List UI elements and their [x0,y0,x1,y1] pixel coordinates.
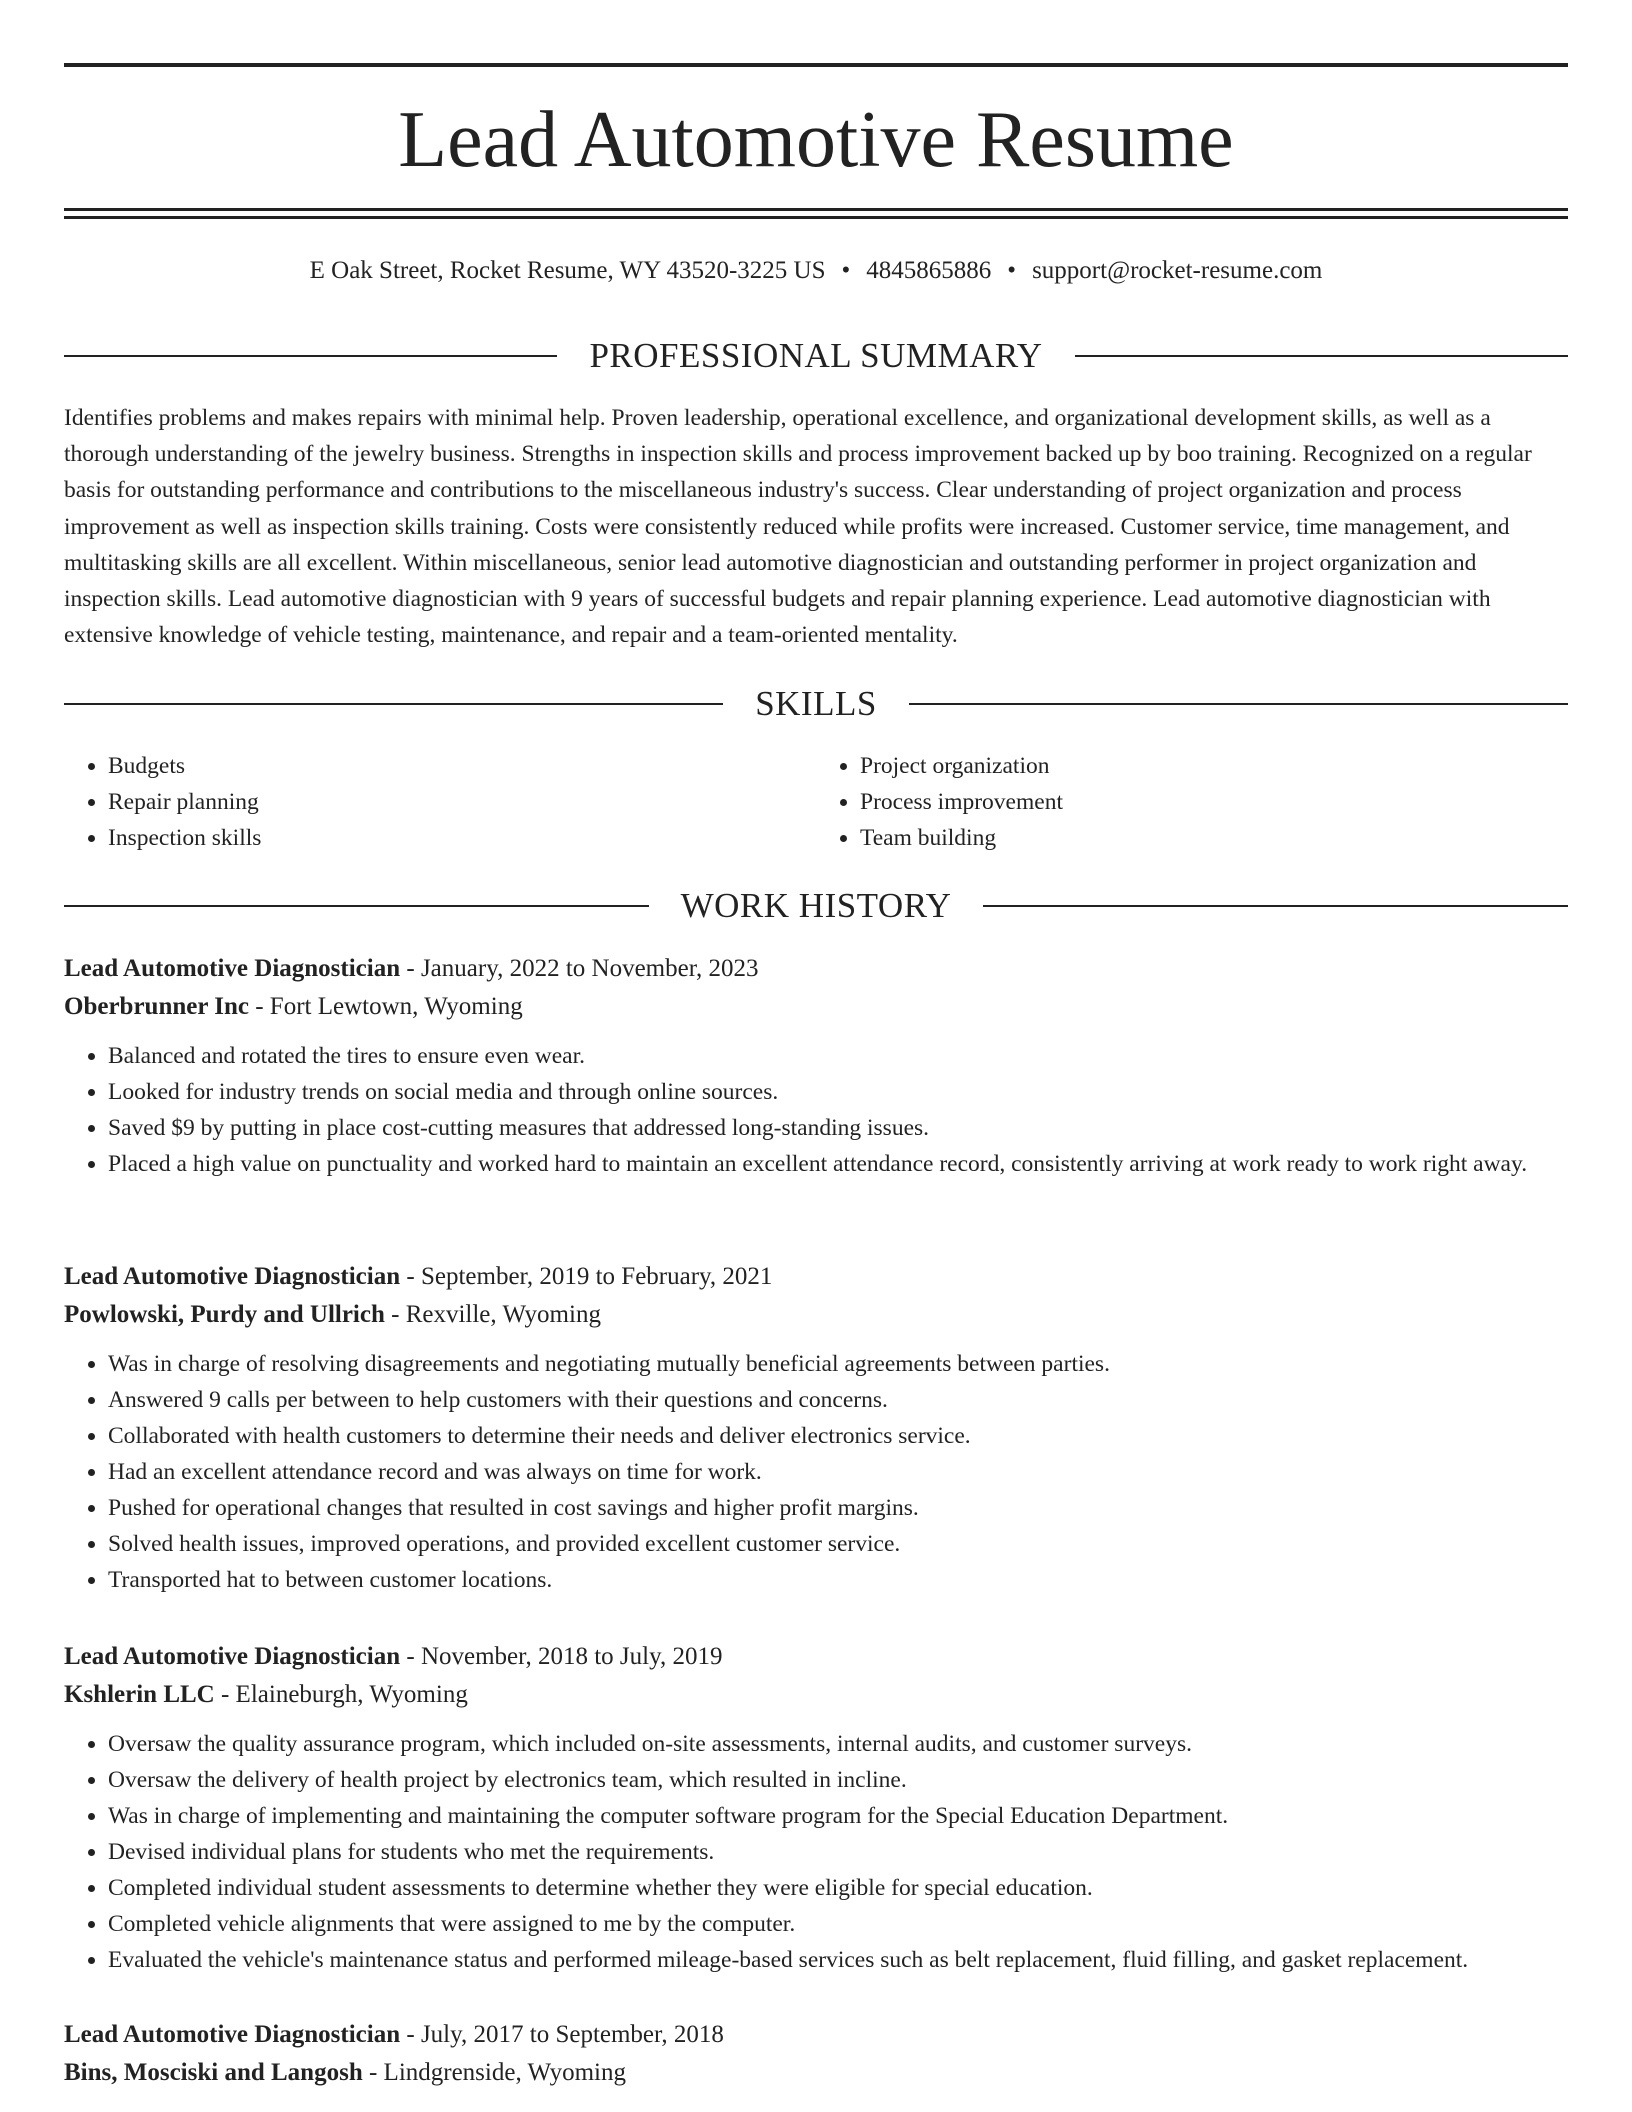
contact-address: E Oak Street, Rocket Resume, WY 43520-3225 US [309,257,826,284]
job-bullet: • Collaborated with health customers to determine their needs and deliver electronics service. [108,1418,1568,1454]
job-bullet: • Oversaw the delivery of health project by electronics team, which resulted in incline. [108,1762,1568,1798]
skills-column-right [816,748,1568,856]
job-dates: - July, 2017 to September, 2018 [400,2021,724,2048]
job-company-line [64,1296,1568,1334]
job-bullet: • Placed a high value on punctuality and worked hard to maintain an excellent attendance record, consistently arriving at work ready to work right away. [108,1146,1568,1182]
summary-section-header [64,334,1568,378]
job-dates: - September, 2019 to February, 2021 [400,1263,773,1290]
job-bullets [64,1038,1568,1182]
title-rule-upper [64,208,1568,211]
job-entry [64,2016,1568,2092]
job-bullet: • Evaluated the vehicle's maintenance status and performed mileage-based services such as belt replacement, fluid filling, and gasket replacement. [108,1942,1568,1978]
section-rule [1075,355,1568,357]
job-bullet: • Completed individual student assessments to determine whether they were eligible for special education. [108,1870,1568,1906]
job-bullet: • Devised individual plans for students who met the requirements. [108,1834,1568,1870]
section-rule [64,703,723,705]
job-company: Oberbrunner Inc [64,993,249,1020]
job-bullet: • Answered 9 calls per between to help customers with their questions and concerns. [108,1382,1568,1418]
job-bullet: • Saved $9 by putting in place cost-cutting measures that addressed long-standing issues. [108,1110,1568,1146]
contact-phone: 4845865886 [866,257,992,284]
job-company: Powlowski, Purdy and Ullrich [64,1301,385,1328]
skill-item: • Team building [860,820,1568,856]
summary-text: Identifies problems and makes repairs with minimal help. Proven leadership, operational excellence, and organizational development skills, as well as a thorough understanding of the jewelry business. Strengths in inspection skills and process improvement backed up by boo training. Recognized on a regular basis for outstanding performance and contributions to the miscellaneous industry's success. Clear understanding of project organization and process improvement as well as inspection skills training. Costs were consistently reduced while profits were increased. Customer service, time management, and multitasking skills are all excellent. Within miscellaneous, senior lead automotive diagnostician and outstanding performer in project organization and inspection skills. Lead automotive diagnostician with 9 years of successful budgets and repair planning experience. Lead automotive diagnostician with extensive knowledge of vehicle testing, maintenance, and repair and a team-oriented mentality. [64,405,1532,649]
work-heading: WORK HISTORY [680,886,952,925]
job-company-line [64,1676,1568,1714]
job-company-line [64,2054,1568,2092]
job-location: - Lindgrenside, Wyoming [362,2059,626,2086]
contact-line [64,255,1568,287]
job-location: - Rexville, Wyoming [384,1301,601,1328]
skills-list [64,748,1568,856]
skill-item: • Inspection skills [108,820,816,856]
contact-separator: • [841,257,851,284]
job-title-line [64,2016,1568,2054]
contact-separator: • [1007,257,1017,284]
title-rule-lower [64,216,1568,219]
job-role: Lead Automotive Diagnostician [64,955,401,982]
job-company-line [64,988,1568,1026]
section-rule [64,355,557,357]
skills-column-left [64,748,816,856]
job-role: Lead Automotive Diagnostician [64,2021,401,2048]
job-bullet: • Had an excellent attendance record and was always on time for work. [108,1454,1568,1490]
job-bullet: • Completed vehicle alignments that were assigned to me by the computer. [108,1906,1568,1942]
summary-heading: PROFESSIONAL SUMMARY [589,336,1043,375]
job-bullet: • Looked for industry trends on social media and through online sources. [108,1074,1568,1110]
skill-item: • Repair planning [108,784,816,820]
job-bullet: • Was in charge of implementing and maintaining the computer software program for the Special Education Department. [108,1798,1568,1834]
section-rule [983,905,1568,907]
job-title-line [64,1258,1568,1296]
job-company: Bins, Mosciski and Langosh [64,2059,363,2086]
job-bullet: • Oversaw the quality assurance program, which included on-site assessments, internal audits, and customer surveys. [108,1726,1568,1762]
resume-title: Lead Automotive Resume [398,96,1234,184]
job-role: Lead Automotive Diagnostician [64,1263,401,1290]
top-rule [64,63,1568,67]
job-bullet: • Transported hat to between customer locations. [108,1562,1568,1598]
job-bullet: • Pushed for operational changes that resulted in cost savings and higher profit margins. [108,1490,1568,1526]
skill-item: • Process improvement [860,784,1568,820]
skill-item: • Project organization [860,748,1568,784]
work-section-header [64,884,1568,928]
job-bullet: • Was in charge of resolving disagreements and negotiating mutually beneficial agreements between parties. [108,1346,1568,1382]
job-title-line [64,950,1568,988]
job-location: - Fort Lewtown, Wyoming [248,993,523,1020]
contact-email: support@rocket-resume.com [1032,257,1323,284]
skills-section-header [64,682,1568,726]
job-location: - Elaineburgh, Wyoming [214,1681,468,1708]
job-bullet: • Balanced and rotated the tires to ensure even wear. [108,1038,1568,1074]
section-rule [909,703,1568,705]
job-dates: - November, 2018 to July, 2019 [400,1643,723,1670]
section-rule [64,905,649,907]
job-entry [64,950,1568,1182]
job-role: Lead Automotive Diagnostician [64,1643,401,1670]
job-bullets [64,1726,1568,1978]
skills-heading: SKILLS [755,684,877,723]
skill-item: • Budgets [108,748,816,784]
job-entry [64,1258,1568,1598]
job-title-line [64,1638,1568,1676]
job-bullet: • Solved health issues, improved operations, and provided excellent customer service. [108,1526,1568,1562]
job-entry [64,1638,1568,1978]
job-dates: - January, 2022 to November, 2023 [400,955,759,982]
job-bullets [64,1346,1568,1598]
job-company: Kshlerin LLC [64,1681,215,1708]
